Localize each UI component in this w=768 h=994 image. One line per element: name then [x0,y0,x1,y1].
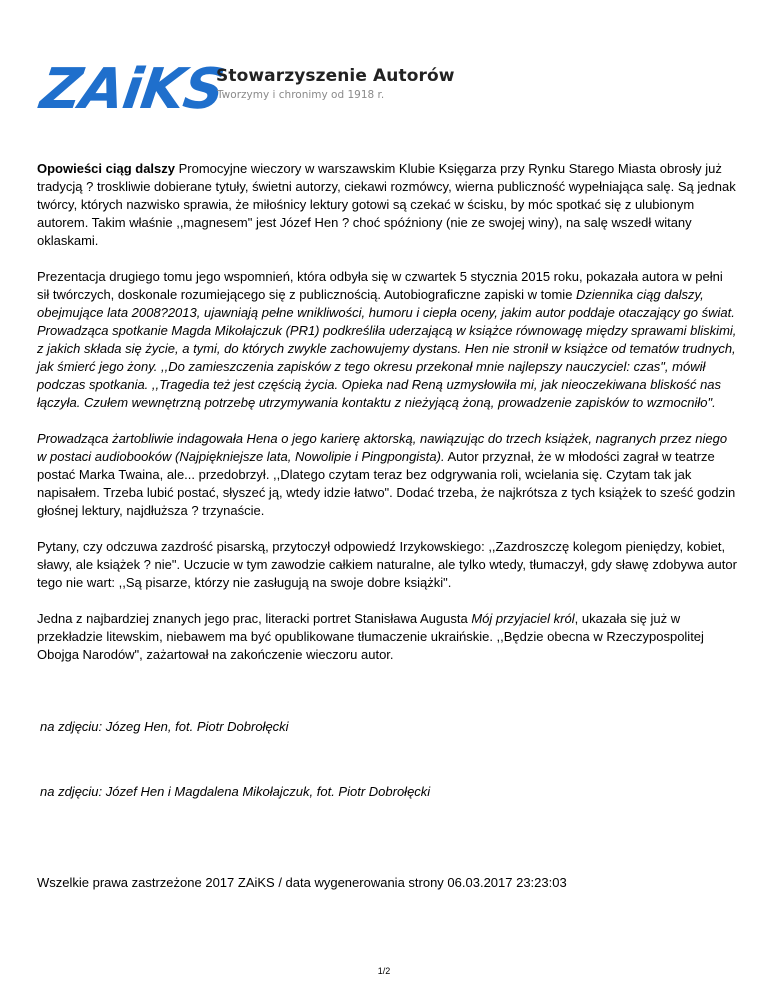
article-body [37,160,737,682]
zaiks-logo [36,56,228,122]
photo-caption-1: na zdjęciu: Józeg Hen, fot. Piotr Dobrołęcki [40,719,289,734]
paragraph-4-text: Pytany, czy odczuwa zazdrość pisarską, przytoczył odpowiedź Irzykowskiego: ,,Zazdroszczę kolegom pieniędzy, kobiet, sławy, ale książek ? nie". Uczucie w tym zawodzie całkiem naturalne, ale tylko wtedy, tłumaczył, gdy sławę zdobywa autor tego nie wart: ,,Są pisarze, którzy nie zasługują na swoje dobre książki". [37,539,737,590]
paragraph-2 [37,268,737,412]
article-title: Opowieści ciąg dalszy [37,161,175,176]
photo-caption-2: na zdjęciu: Józef Hen i Magdalena Mikołajczuk, fot. Piotr Dobrołęcki [40,784,431,799]
paragraph-1-text: Promocyjne wieczory w warszawskim Klubie Księgarza przy Rynku Starego Miasta obrosły już tradycją ? troskliwie dobierane tytuły, świetni autorzy, ciekawi rozmówcy, wierna publiczność wypełniająca salę. Są jednak twórcy, których nazwisko sprawia, że miłośnicy lektury gotowi są czekać w ścisku, by móc spotkać się z ulubionym autorem. Takim właśnie ,,magnesem" jest Józef Hen ? choć spóźniony (nie ze swojej winy), na salę wszedł witany oklaskami. [37,161,736,248]
paragraph-3 [37,430,737,520]
page-number: 1/2 [377,966,391,976]
site-header [36,56,484,122]
paragraph-5-text: Jedna z najbardziej znanych jego prac, literacki portret Stanisława Augusta [37,611,472,626]
svg-text:ZAiKS: ZAiKS [36,57,228,122]
paragraph-5-text-end: , ukazała się już w przekładzie litewskim, niebawem ma być opublikowane tłumaczenie ukraińskie. ,,Będzie obecna w Rzeczypospolitej Obojga Narodów", zażartował na zakończenie wieczoru autor. [37,611,704,662]
paragraph-2-text: Prezentacja drugiego tomu jego wspomnień, która odbyła się w czwartek 5 stycznia 2015 roku, pokazała autora w pełni sił twórczych, doskonale rozumiejącego się z publicznością. Autobiograficzne zapiski w tomie [37,269,723,302]
paragraph-3-text: Autor przyznał, że w młodości zagrał w teatrze postać Marka Twaina, ale... przedobrzył. ,,Dlatego czytam teraz bez odgrywania roli, wcielania się. Czytam tak jak napisałem. Trzeba lubić postać, słyszeć ją, wtedy idzie łatwo". Dodać trzeba, że najkrótsza z tych książek to sześć godzin głośnej lektury, najdłuższa ? trzynaście. [37,449,736,518]
footer-copyright: Wszelkie prawa zastrzeżone 2017 ZAiKS / data wygenerowania strony 06.03.2017 23:23:03 [37,875,567,890]
book-title: Mój przyjaciel król [471,611,575,626]
paragraph-5 [37,610,737,664]
paragraph-2-italic: Dziennika ciąg dalszy, obejmujące lata 2008?2013, ujawniają pełne wnikliwości, humoru i ciepła oceny, jakim autor poddaje otaczający go świat. Prowadząca spotkanie Magda Mikołajczuk (PR1) podkreśliła uderzającą w książce równowagę między sprawami bliskimi, z jakich składa się życie, a tymi, do których zwykle zachowujemy dystans. Hen nie stronił w książce od tematów trudnych, jak śmierć jego żony. ,,Do zamieszczenia zapisków z tego okresu przekonał mnie najlepszy nauczyciel: czas", mówił podczas spotkania. ,,Tragedia też jest częścią życia. Opieka nad Reną uzmysłowiła mi, jak nieoczekiwana bliskość nas łączyła. Czułem wewnętrzną potrzebę utrzymywania kontaktu z nieżyjącą żoną, prowadzenie zapisków to wzmocniło". [37,287,737,410]
paragraph-3-italic: Prowadząca żartobliwie indagowała Hena o jego karierę aktorską, nawiązując do trzech książek, nagranych przez niego w postaci audiobooków (Najpiękniejsze lata, Nowolipie i Pingpongista). [37,431,728,464]
org-name: Stowarzyszenie Autorów [216,66,455,86]
paragraph-1 [37,160,737,250]
org-tagline: Tworzymy i chronimy od 1918 r. [217,89,385,101]
paragraph-4 [37,538,737,592]
